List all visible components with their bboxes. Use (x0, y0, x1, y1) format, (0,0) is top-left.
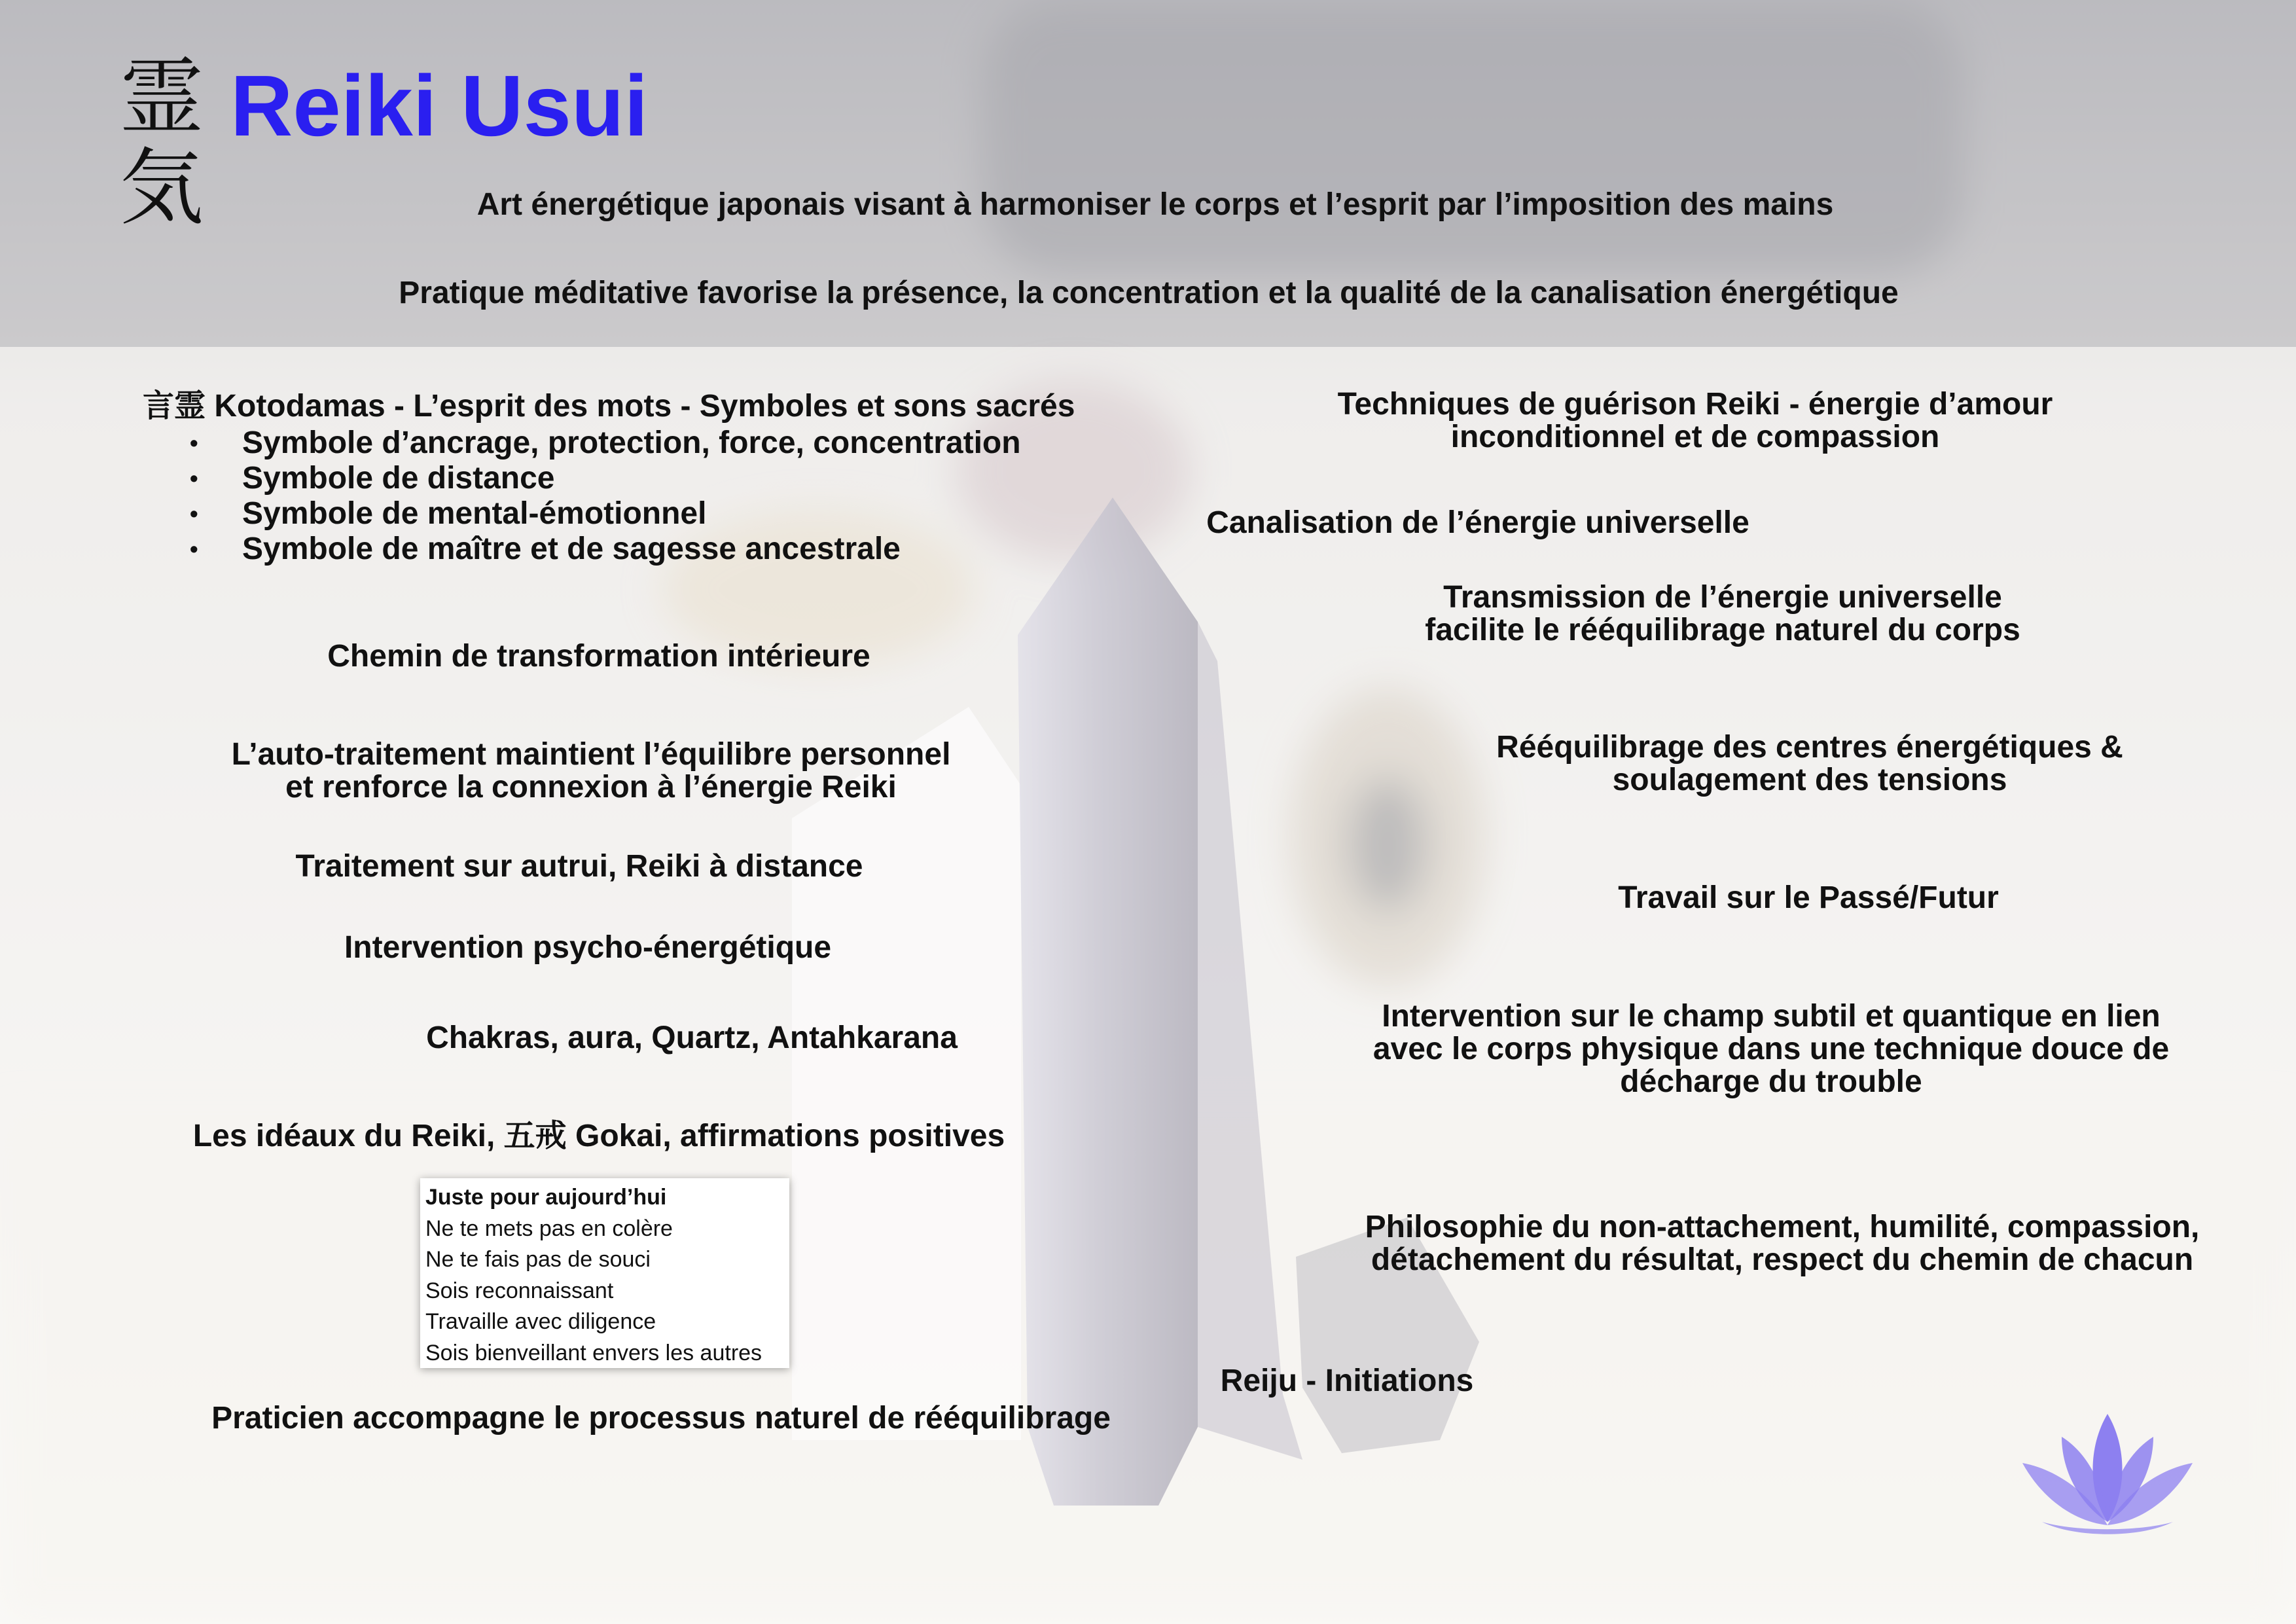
reequilibrage-line-2: soulagement des tensions (1612, 763, 2007, 797)
kotodamas-heading: 言霊 Kotodamas - L’esprit des mots - Symboles et sons sacrés (143, 389, 1075, 424)
techniques-line-1: Techniques de guérison Reiki - énergie d’amour (1337, 387, 2053, 422)
transmission-line-1: Transmission de l’énergie universelle (1443, 580, 2002, 615)
gokai-line: Sois bienveillant envers les autres (425, 1340, 762, 1365)
reequilibrage-line-1: Rééquilibrage des centres énergétiques & (1496, 730, 2123, 765)
reiju-initiations: Reiju - Initiations (1220, 1363, 1474, 1398)
symbol-item: • Symbole d’ancrage, protection, force, concentration (190, 425, 1021, 461)
champ-subtil-line-3: décharge du trouble (1620, 1064, 1922, 1099)
auto-traitement (232, 738, 951, 804)
reequilibrage-centres (1496, 731, 2123, 797)
praticien-line: Praticien accompagne le processus naturel de rééquilibrage (211, 1401, 1111, 1435)
travail-passe-futur: Travail sur le Passé/Futur (1618, 880, 1999, 915)
chakras-line: Chakras, aura, Quartz, Antahkarana (426, 1020, 958, 1055)
symbol-item: • Symbole de distance (190, 461, 1021, 496)
techniques-guerison (1338, 388, 2053, 454)
gokai-line: Ne te fais pas de souci (425, 1247, 651, 1272)
gokai-box (420, 1178, 789, 1368)
transmission-line-2: facilite le rééquilibrage naturel du corps (1425, 613, 2020, 647)
kanji-ki: 気 (119, 139, 204, 237)
ideaux-reiki: Les idéaux du Reiki, 五戒 Gokai, affirmations positives (192, 1119, 1005, 1153)
chemin-transformation: Chemin de transformation intérieure (327, 639, 870, 674)
symbols-list (190, 425, 1021, 567)
subtitle-pratique-meditative: Pratique méditative favorise la présence, la concentration et la qualité de la canalisation énergétique (399, 276, 1899, 310)
gokai-line: Travaille avec diligence (425, 1309, 656, 1334)
champ-subtil (1373, 1000, 2169, 1098)
traitement-autrui: Traitement sur autrui, Reiki à distance (295, 849, 863, 884)
lotus-icon (2016, 1407, 2199, 1545)
auto-traitement-line-2: et renforce la connexion à l’énergie Reiki (285, 770, 897, 804)
kanji-rei: 霊 (119, 49, 204, 147)
techniques-line-2: inconditionnel et de compassion (1450, 420, 1940, 454)
canalisation-energie: Canalisation de l’énergie universelle (1206, 505, 1749, 540)
philosophie (1365, 1211, 2200, 1276)
philosophie-line-1: Philosophie du non-attachement, humilité, compassion, (1365, 1210, 2200, 1244)
champ-subtil-line-2: avec le corps physique dans une technique douce de (1372, 1032, 2170, 1066)
subtitle-art-energetique: Art énergétique japonais visant à harmoniser le corps et l’esprit par l’imposition des mains (476, 187, 1834, 222)
gokai-heading: Juste pour aujourd’hui (425, 1185, 667, 1210)
symbol-item: • Symbole de mental-émotionnel (190, 496, 1021, 532)
philosophie-line-2: détachement du résultat, respect du chemin de chacun (1371, 1242, 2194, 1277)
intervention-psycho: Intervention psycho-énergétique (344, 930, 832, 965)
gokai-line: Ne te mets pas en colère (425, 1216, 673, 1241)
transmission-energie (1425, 581, 2020, 647)
page-title: Reiki Usui (230, 58, 649, 154)
gokai-line: Sois reconnaissant (425, 1278, 614, 1303)
symbol-item: • Symbole de maître et de sagesse ancestrale (190, 532, 1021, 567)
auto-traitement-line-1: L’auto-traitement maintient l’équilibre personnel (231, 737, 951, 772)
champ-subtil-line-1: Intervention sur le champ subtil et quantique en lien (1382, 999, 2161, 1034)
